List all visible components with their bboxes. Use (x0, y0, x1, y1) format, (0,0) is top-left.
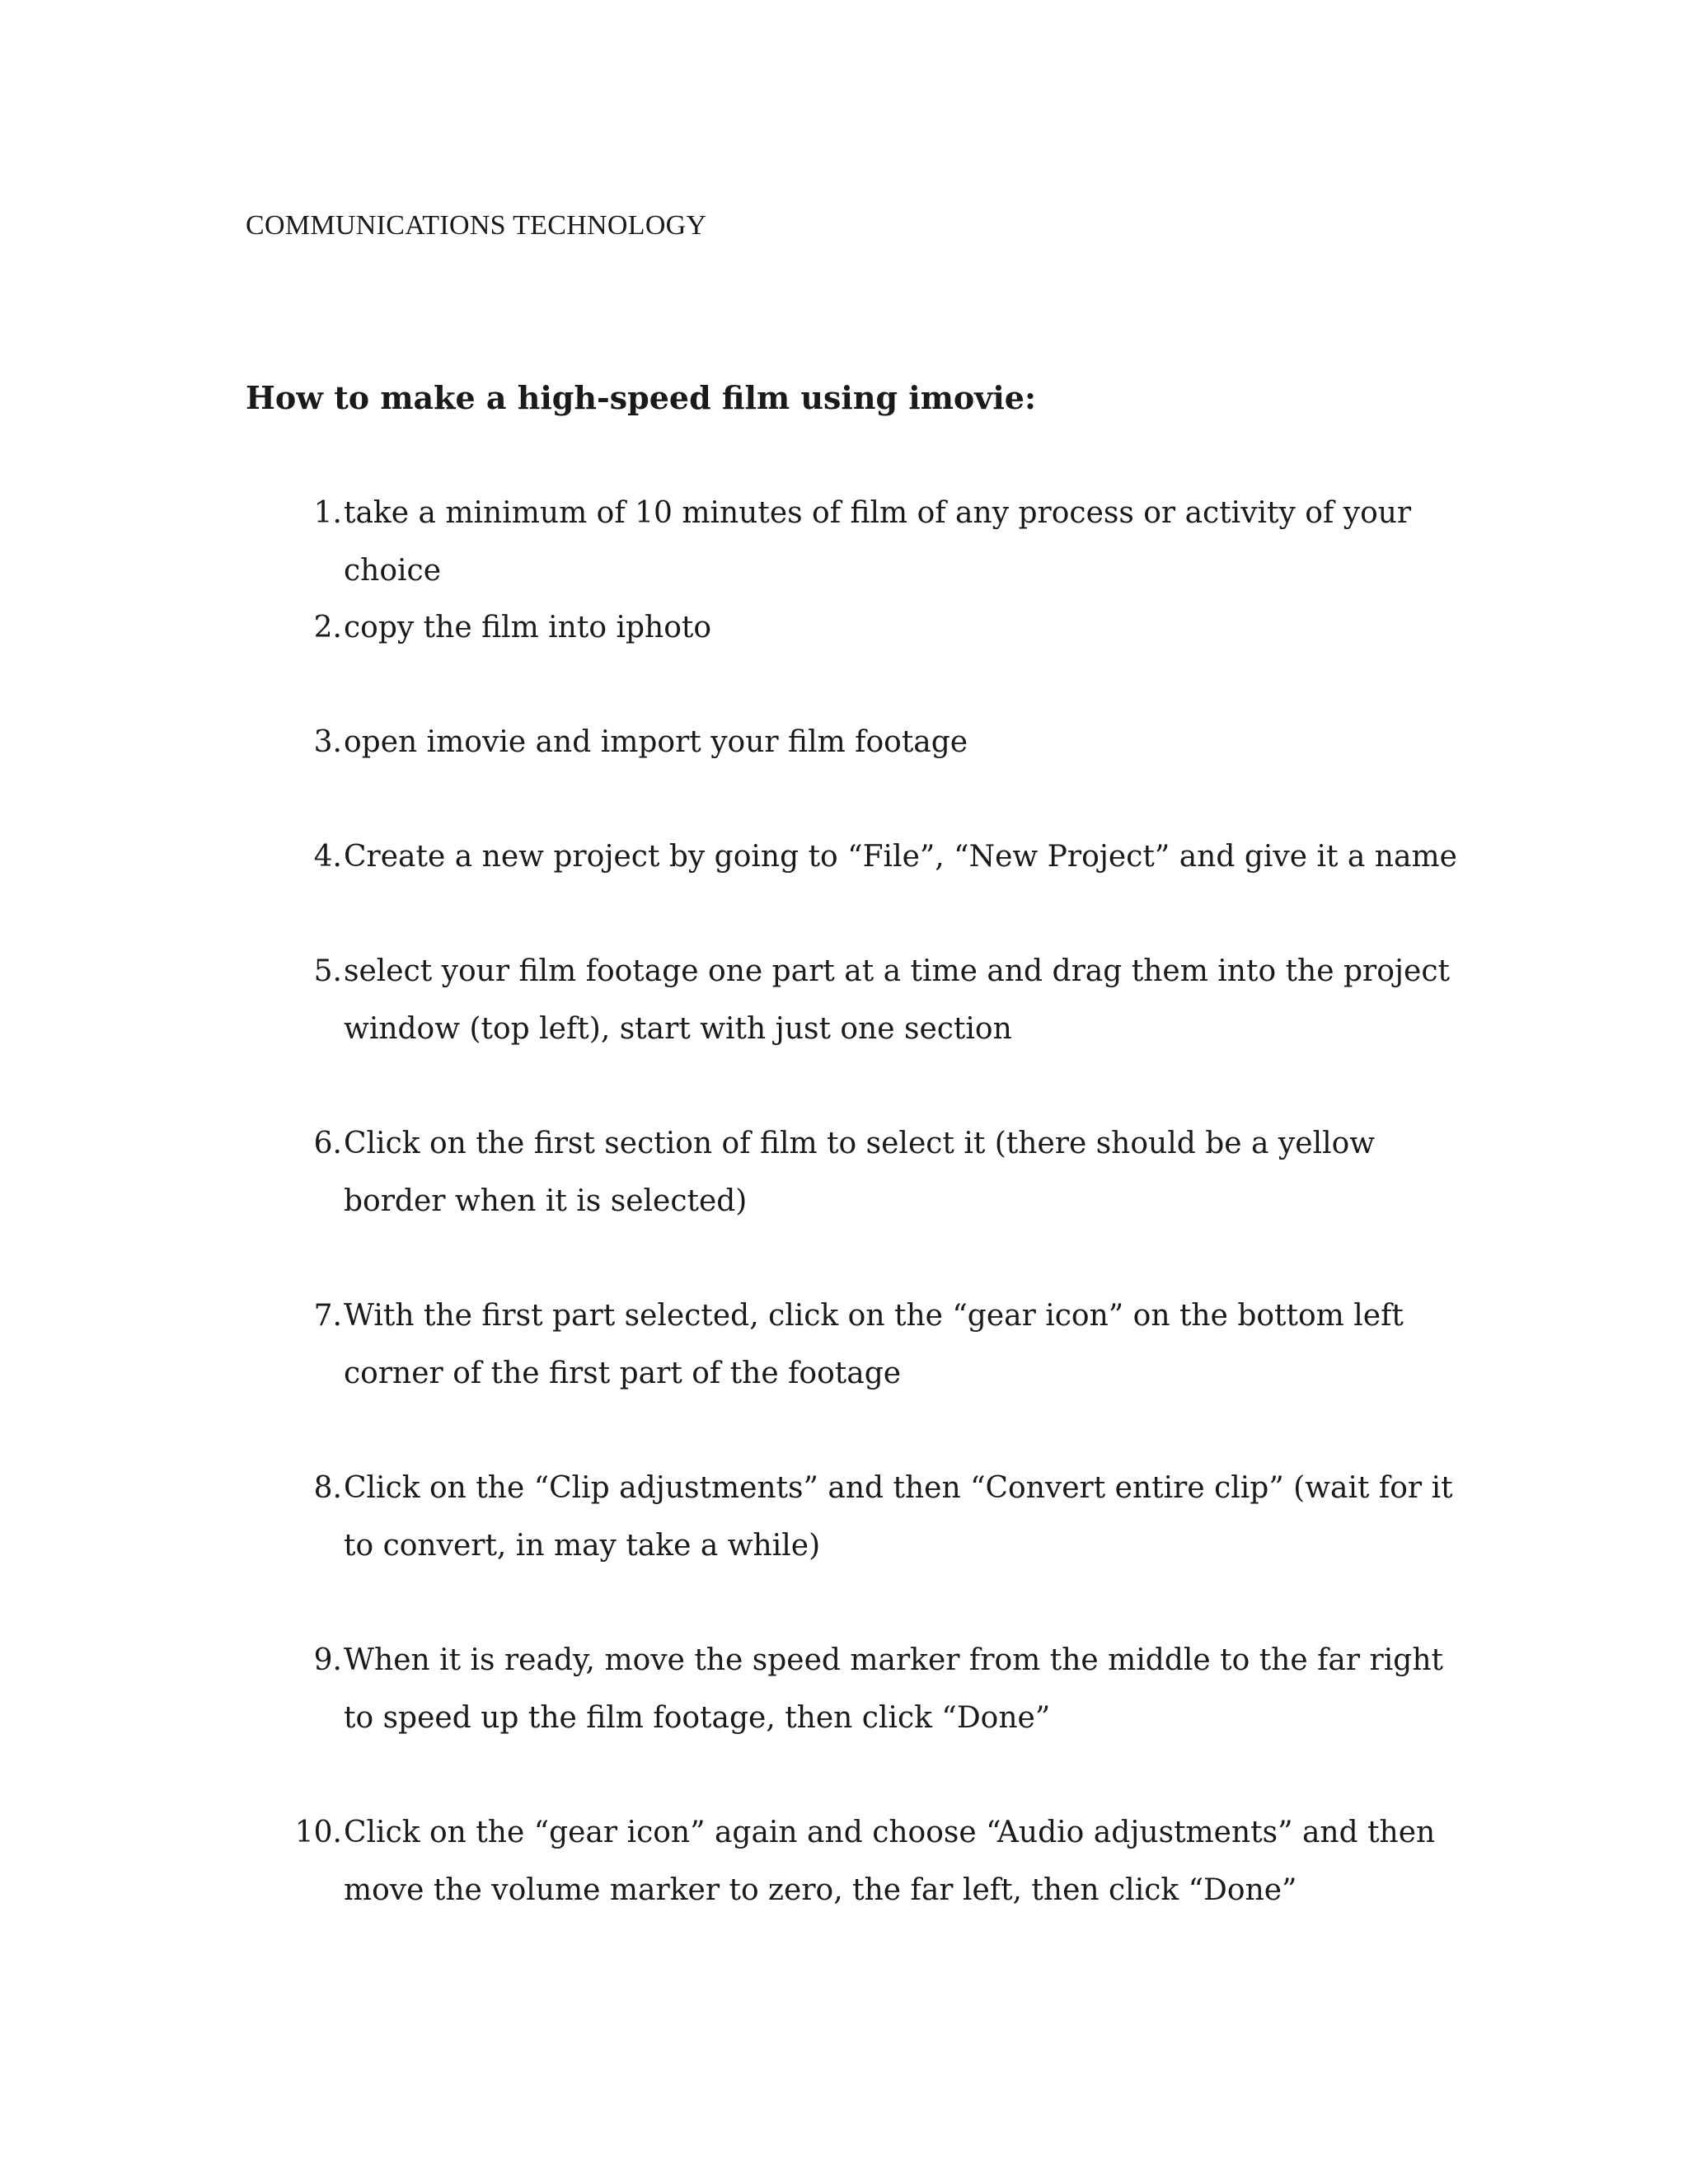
step-number: 4. (313, 840, 342, 874)
step-number: 1. (313, 496, 342, 530)
step-text: take a minimum of 10 minutes of film of any process or activity of your choice (344, 496, 1412, 588)
step-number: 10. (294, 1816, 342, 1849)
step-text: open imovie and import your film footage (344, 725, 968, 759)
document-title: How to make a high-speed film using imovie: (246, 379, 1036, 416)
step-number: 8. (313, 1471, 342, 1505)
step-text: Click on the “Clip adjustments” and then “Convert entire clip” (wait for it to convert, in may take a while) (344, 1471, 1453, 1563)
step-number: 2. (313, 611, 342, 644)
step-text: With the first part selected, click on the “gear icon” on the bottom left corner of the first part of the footage (344, 1299, 1404, 1390)
step-text: Create a new project by going to “File”, “New Project” and give it a name (344, 840, 1457, 874)
course-header: COMMUNICATIONS TECHNOLOGY (246, 210, 707, 241)
step-text: Click on the first section of film to select it (there should be a yellow border when it is selected) (344, 1127, 1376, 1218)
step-text: When it is ready, move the speed marker from the middle to the far right to speed up the film footage, then click “Done” (344, 1643, 1443, 1735)
step-number: 7. (313, 1299, 342, 1333)
step-text: select your film footage one part at a time and drag them into the project window (top left), start with just one section (344, 954, 1450, 1046)
step-text: Click on the “gear icon” again and choose “Audio adjustments” and then move the volume marker to zero, the far left, then click “Done” (344, 1816, 1436, 1907)
step-text: copy the film into iphoto (344, 611, 712, 644)
step-number: 6. (313, 1127, 342, 1160)
step-number: 9. (313, 1643, 342, 1677)
step-number: 3. (313, 725, 342, 759)
step-number: 5. (313, 954, 342, 988)
